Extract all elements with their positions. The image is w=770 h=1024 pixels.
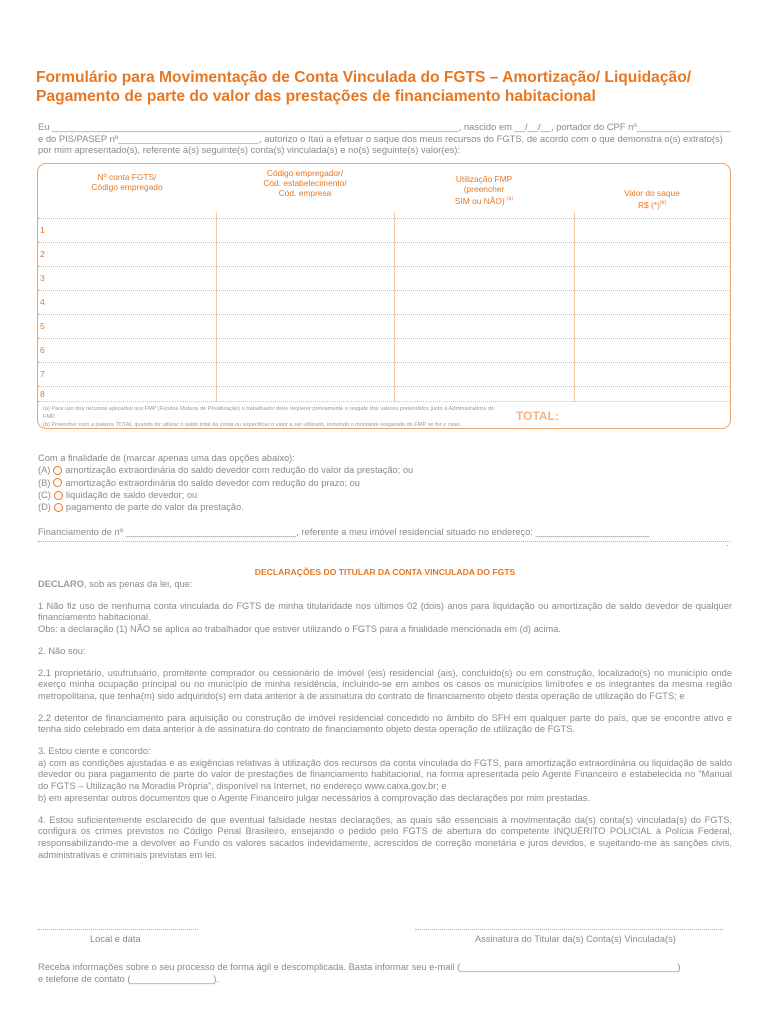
row-divider bbox=[38, 290, 730, 291]
column-divider bbox=[216, 212, 217, 402]
option-d-text: pagamento de parte do valor da prestação. bbox=[65, 502, 244, 513]
declaracoes-body bbox=[38, 579, 732, 871]
row-number: 6 bbox=[40, 345, 45, 355]
column-divider bbox=[574, 212, 575, 402]
header-valor-line2: R$ (*) bbox=[638, 199, 660, 210]
column-divider bbox=[394, 212, 395, 402]
header-valor-line1: Valor do saque bbox=[624, 188, 680, 198]
declaration-2-2: 2.2 detentor de financiamento para aquisição ou construção de imóvel residencial concedido no âmbito do SFH em qualquer parte do país, que se encontre ativo e tenha sido celebrado em data anterior à de assinatura do contrato de financiamento objeto desta operação de utilização de FGTS. bbox=[38, 712, 732, 735]
row-number: 8 bbox=[40, 389, 45, 399]
header-utilizacao-fmp bbox=[394, 174, 574, 206]
row-number: 5 bbox=[40, 321, 45, 331]
declaracoes-heading: DECLARAÇÕES DO TITULAR DA CONTA VINCULADA DO FGTS bbox=[254, 567, 516, 577]
declaro-bold: DECLARO bbox=[38, 579, 84, 589]
signature-label: Assinatura do Titular da(s) Conta(s) Vinculada(s) bbox=[475, 934, 676, 944]
local-data-line[interactable] bbox=[38, 929, 198, 930]
header-codigo-empregador-line2: Cód. estabelecimento/ bbox=[263, 178, 347, 188]
row-number: 4 bbox=[40, 297, 45, 307]
phone-field-line[interactable]: e telefone de contato (________________). bbox=[38, 973, 219, 984]
email-field-line[interactable]: Receba informações sobre o seu processo de forma ágil e descomplicada. Basta informar seu e-mail (__________________________________________) bbox=[38, 962, 681, 972]
row-number: 7 bbox=[40, 369, 45, 379]
form-title bbox=[36, 68, 746, 106]
declaro-rest: , sob as penas da lei, que: bbox=[83, 579, 193, 589]
financiamento-field[interactable]: Financiamento de nº _________________________________, referente a meu imóvel residencial situado no endereço: ______________________ bbox=[38, 527, 650, 537]
header-codigo-empregador bbox=[216, 168, 394, 198]
contact-footer bbox=[38, 962, 738, 986]
header-conta-fgts-line1: Nº conta FGTS/ bbox=[97, 172, 157, 182]
footnote-b: (b) Preencher com a palavra TOTAL quando for utilizar o saldo total da conta ou especificar o valor a ser utilizado, incluindo o montante resgatado do FMP se for o caso. bbox=[43, 422, 462, 428]
signature-line[interactable] bbox=[415, 929, 723, 930]
intro-line-2[interactable]: e do PIS/PASEP nº___________________________, autorizo o Itaú a efetuar o saque dos meus recursos do FGTS, de acordo com o que demonstra o(s) extrato(s) bbox=[38, 132, 723, 144]
address-end-period: . bbox=[726, 538, 729, 548]
header-valor-saque bbox=[574, 188, 730, 210]
intro-line-1[interactable]: Eu ______________________________________________________________________________, nascido em __/__/__, portador do CPF nº__________________ bbox=[38, 121, 731, 132]
intro-paragraph bbox=[38, 121, 738, 156]
header-codigo-empregador-line1: Código empregador/ bbox=[266, 168, 344, 178]
option-b-text: amortização extraordinária do saldo devedor com redução do prazo; ou bbox=[65, 477, 360, 488]
row-divider bbox=[38, 338, 730, 339]
header-fmp-line2: (preencher bbox=[463, 184, 505, 194]
option-a-letter: (A) bbox=[38, 465, 51, 476]
finalidade-section bbox=[38, 452, 738, 513]
row-divider bbox=[38, 362, 730, 363]
option-b-letter: (B) bbox=[38, 477, 51, 488]
option-d[interactable] bbox=[38, 501, 738, 513]
option-c-letter: (C) bbox=[38, 489, 51, 500]
row-number: 2 bbox=[40, 249, 45, 259]
option-a-radio[interactable] bbox=[53, 466, 62, 475]
header-conta-fgts bbox=[38, 172, 216, 192]
option-a-text: amortização extraordinária do saldo devedor com redução do valor da prestação; ou bbox=[65, 465, 414, 476]
declaro-paragraph bbox=[38, 579, 732, 591]
option-b-radio[interactable] bbox=[53, 478, 62, 487]
option-d-letter: (D) bbox=[38, 502, 51, 513]
header-conta-fgts-line2: Código empregado bbox=[91, 182, 163, 192]
title-line-2: Pagamento de parte do valor das prestações de financiamento habitacional bbox=[36, 88, 596, 105]
total-label: TOTAL: bbox=[516, 409, 559, 423]
header-fmp-line1: Utilização FMP bbox=[455, 174, 513, 184]
option-c-text: liquidação de saldo devedor; ou bbox=[65, 489, 198, 500]
row-divider bbox=[38, 266, 730, 267]
declaration-3b: b) em apresentar outros documentos que o Agente Financeiro julgar necessários à comprovação das declarações por mim prestadas. bbox=[38, 792, 590, 803]
row-number: 1 bbox=[40, 225, 45, 235]
finalidade-heading: Com a finalidade de (marcar apenas uma das opções abaixo): bbox=[38, 453, 295, 463]
header-codigo-empregador-line3: Cód. empresa bbox=[278, 188, 332, 198]
option-b[interactable] bbox=[38, 477, 738, 489]
declaration-2: 2. Não sou: bbox=[38, 645, 86, 656]
local-data-label: Local e data bbox=[90, 934, 141, 944]
footnote-a: (a) Para uso dos recursos aplicados nos FMP (Fundos Mutuos de Privatização) o trabalhador deve requerer previamente o resgate dos valores pretendidos junto à Administradora do FMP. bbox=[43, 406, 495, 420]
address-continuation-line[interactable] bbox=[38, 541, 730, 542]
header-fmp-footnote: (a) bbox=[507, 196, 514, 202]
option-a[interactable] bbox=[38, 464, 738, 476]
header-fmp-line3: SIM ou NÃO) bbox=[454, 195, 505, 206]
row-divider bbox=[38, 314, 730, 315]
accounts-table bbox=[37, 163, 731, 429]
declaration-1: 1 Não fiz uso de nenhuma conta vinculada do FGTS de minha titularidade nos últimos 02 (dois) anos para liquidação ou amortização de saldo devedor de qualquer financiamento habitacional. bbox=[38, 600, 732, 623]
declaration-4: 4. Estou suficientemente esclarecido de que eventual falsidade nestas declarações, as quais são essenciais à movimentação da(s) conta(s) vinculada(s) do FGTS, configura os crimes previstos no Código Penal Brasileiro, ensejando o pedido pelo FGTS de abertura do competente INQUÉRITO POLICIAL à Polícia Federal, responsabilizando-me a devolver ao Fundo os valores sacados indevidamente, acrescidos de correção monetária e juros devidos, e sujeitando-me às sanções civis, administrativas e criminais previstas em lei. bbox=[38, 814, 732, 860]
declaration-3a: a) com as condições ajustadas e as exigências relativas à utilização dos recursos da conta vinculada do FGTS, para amortização extraordinária ou liquidação de saldo devedor ou para pagamento de parte do valor de prestações de financiamento habitacional, na forma apresentada pelo Agente Financeiro e estabelecida no “Manual do FGTS – Utilização na Moradia Própria”, disponível na Internet, no endereço www.caixa.gov.br; e bbox=[38, 757, 732, 792]
option-c[interactable] bbox=[38, 489, 738, 501]
row-divider bbox=[38, 401, 730, 402]
declaration-3: 3. Estou ciente e concordo: bbox=[38, 746, 151, 757]
header-valor-footnote: (b) bbox=[659, 200, 666, 206]
table-footnotes bbox=[43, 405, 508, 429]
title-line-1: Formulário para Movimentação de Conta Vinculada do FGTS – Amortização/ Liquidação/ bbox=[36, 69, 692, 86]
row-divider bbox=[38, 218, 730, 219]
row-divider bbox=[38, 242, 730, 243]
intro-line-3: por mim apresentado(s), referente à(s) seguinte(s) conta(s) vinculada(s) e no(s) seguinte(s) valor(es): bbox=[38, 144, 461, 155]
declaration-2-1: 2.1 proprietário, usufrutuário, promitente comprador ou cessionário de imóvel (eis) residencial (ais), concluído(s) ou em construção, localizado(s) no município onde exerço minha ocupação principal ou no município de minha residência, incluindo-se em ambos os casos os municípios limítrofes e os integrantes da mesma região metropolitana, que tenha(m) sido adquirido(s) em data anterior à de assinatura do contrato de financiamento objeto desta operação de utilização do FGTS; e bbox=[38, 667, 732, 701]
row-divider bbox=[38, 386, 730, 387]
option-c-radio[interactable] bbox=[54, 491, 63, 500]
declaration-obs: Obs: a declaração (1) NÃO se aplica ao trabalhador que estiver utilizando o FGTS para a finalidade mencionada em (d) acima. bbox=[38, 624, 561, 635]
row-number: 3 bbox=[40, 273, 45, 283]
option-d-radio[interactable] bbox=[54, 503, 63, 512]
